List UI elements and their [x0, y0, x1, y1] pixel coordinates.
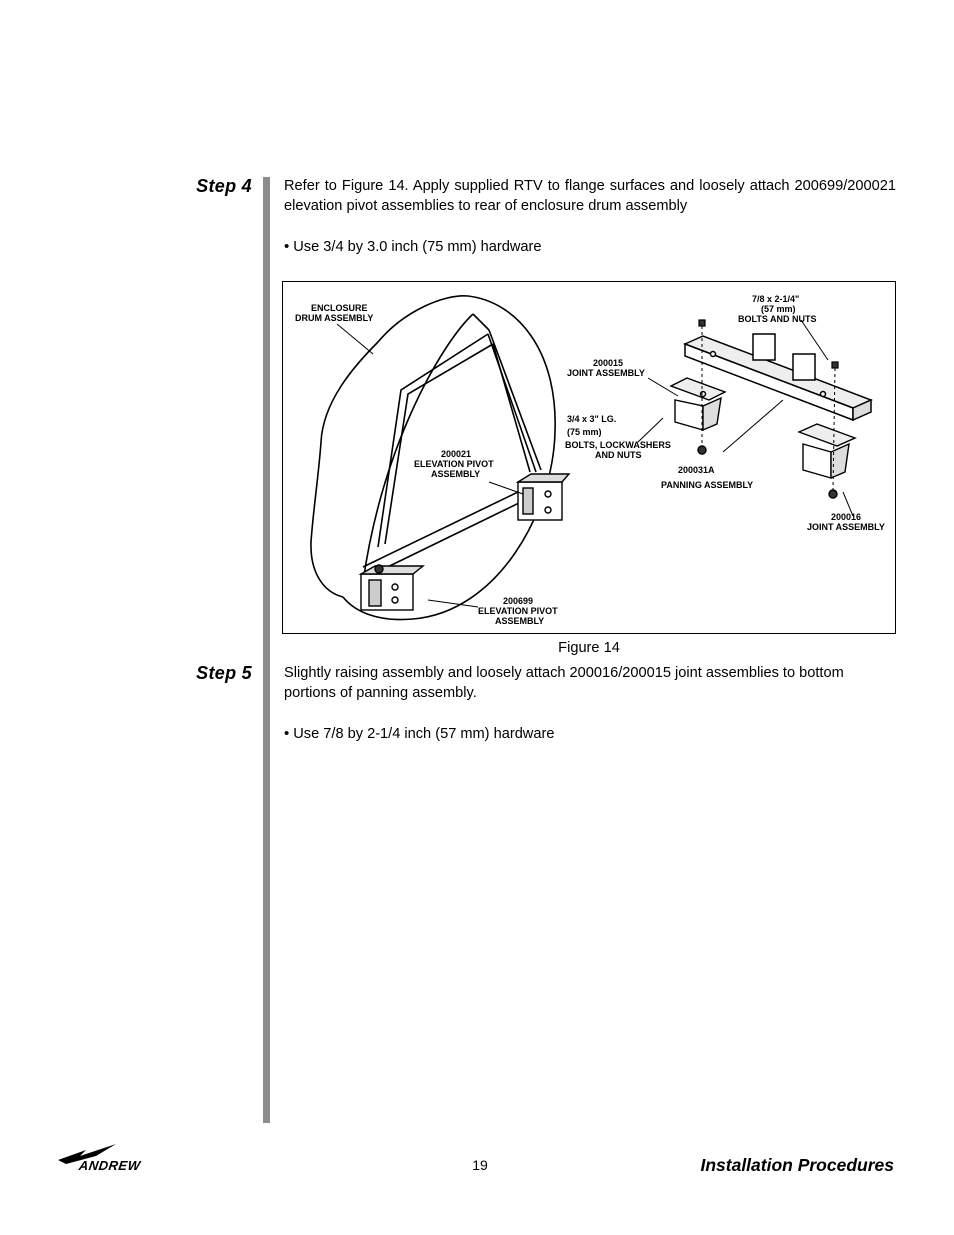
label-bolts78-3: BOLTS AND NUTS: [738, 314, 817, 324]
label-joint16-1: 200016: [831, 512, 862, 522]
step-4-bullet-text: Use 3/4 by 3.0 inch (75 mm) hardware: [293, 239, 542, 255]
label-panning-1: 200031A: [678, 465, 715, 475]
figure-14-drawing: [283, 282, 895, 633]
section-title: Installation Procedures: [700, 1155, 894, 1175]
label-pivot699-1: 200699: [503, 596, 534, 606]
step-5-label: Step 5: [196, 663, 252, 683]
label-bolts34-1: 3/4 x 3" LG.: [567, 414, 617, 424]
step-4-text: Refer to Figure 14. Apply supplied RTV to flange surfaces and loosely attach 200699/200021 elevation pivot assemblies to rear of enclosure drum assembly: [284, 178, 896, 214]
figure-14: [282, 281, 896, 634]
label-bolts34-3: BOLTS, LOCKWASHERS: [565, 440, 671, 450]
label-enclosure-2: DRUM ASSEMBLY: [295, 313, 374, 323]
label-pivot21-1: 200021: [441, 449, 472, 459]
step-5-bullet: [284, 724, 554, 744]
left-margin-rule: [263, 177, 270, 1123]
bullet-icon: •: [284, 725, 290, 742]
label-bolts34-4: AND NUTS: [595, 450, 642, 460]
label-pivot21-3: ASSEMBLY: [431, 469, 481, 479]
bullet-icon: •: [284, 238, 290, 255]
label-pivot699-3: ASSEMBLY: [495, 616, 545, 626]
label-joint16-2: JOINT ASSEMBLY: [807, 522, 885, 532]
label-joint15-2: JOINT ASSEMBLY: [567, 368, 645, 378]
step-4-bullet: [284, 237, 541, 257]
label-enclosure-1: ENCLOSURE: [311, 303, 368, 313]
step-5-text: Slightly raising assembly and loosely attach 200016/200015 joint assemblies to bottom portions of panning assembly.: [284, 665, 844, 701]
label-bolts78-1: 7/8 x 2-1/4": [752, 294, 800, 304]
step-5-bullet-text: Use 7/8 by 2-1/4 inch (57 mm) hardware: [293, 726, 555, 742]
label-bolts78-2: (57 mm): [761, 304, 796, 314]
andrew-logo-text: ANDREW: [77, 1158, 142, 1173]
label-pivot21-2: ELEVATION PIVOT: [414, 459, 494, 469]
label-pivot699-2: ELEVATION PIVOT: [478, 606, 558, 616]
page-number: 19: [472, 1157, 488, 1173]
step-4-label: Step 4: [196, 176, 252, 196]
label-bolts34-2: (75 mm): [567, 427, 602, 437]
figure-caption: Figure 14: [558, 640, 620, 656]
label-joint15-1: 200015: [593, 358, 624, 368]
label-panning-2: PANNING ASSEMBLY: [661, 480, 754, 490]
